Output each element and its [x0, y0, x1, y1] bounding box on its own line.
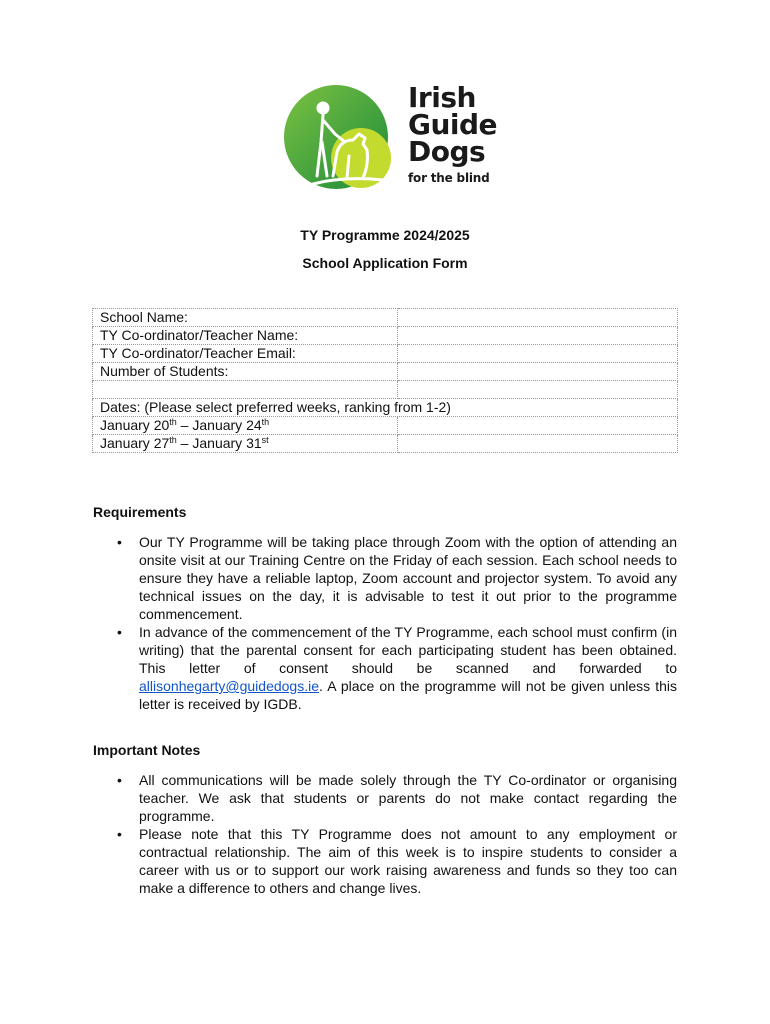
- week-2-start: January 27: [100, 435, 170, 451]
- irish-guide-dogs-logo: [283, 81, 498, 192]
- requirements-heading: Requirements: [93, 504, 187, 520]
- dates-label: Dates: (Please select preferred weeks, ranking from 1-2): [93, 399, 678, 417]
- week-1-separator: –: [176, 417, 193, 433]
- list-item: [93, 825, 677, 897]
- important-notes-heading: Important Notes: [93, 742, 201, 758]
- form-row-coordinator-name: [93, 327, 678, 345]
- form-row-dates-label: [93, 399, 678, 417]
- spacer-cell: [93, 381, 398, 399]
- week-2-start-suffix: th: [169, 435, 177, 445]
- week-1-start: January 20: [100, 417, 170, 433]
- week-1-start-suffix: th: [169, 417, 177, 427]
- note-text-1: All communications will be made solely through the TY Co-ordinator or organising teacher. We ask that students or parents do not make contact regarding the programme.: [139, 772, 677, 824]
- document-title: TY Programme 2024/2025: [300, 227, 470, 243]
- note-text-2: Please note that this TY Programme does not amount to any employment or contractual relationship. The aim of this week is to inspire students to consider a career with us or to support our work raising awareness and funds so they too can make a difference to others and change lives.: [139, 826, 677, 896]
- guide-dog-emblem-icon: [283, 84, 393, 192]
- bullet-icon: •: [117, 624, 122, 640]
- coordinator-name-label: TY Co-ordinator/Teacher Name:: [93, 327, 398, 345]
- coordinator-email-field[interactable]: [398, 345, 678, 363]
- week-1-label: [93, 417, 398, 435]
- requirement-text-2-before: In advance of the commencement of the TY Programme, each school must confirm (in writing) that the parental consent for each participating student has been obtained. This letter of consent should be scanned and forwarded to: [139, 624, 677, 676]
- week-2-end: January 31: [192, 435, 262, 451]
- consent-email-link[interactable]: allisonhegarty@guidedogs.ie: [139, 678, 319, 694]
- number-of-students-field[interactable]: [398, 363, 678, 381]
- form-row-spacer: [93, 381, 678, 399]
- school-name-label: School Name:: [93, 309, 398, 327]
- number-of-students-label: Number of Students:: [93, 363, 398, 381]
- week-2-label: [93, 435, 398, 453]
- requirement-text-2-after: . A place on the programme will not be given unless this letter is received by IGDB.: [139, 678, 677, 712]
- logo-word-irish: Irish: [408, 81, 476, 114]
- coordinator-name-field[interactable]: [398, 327, 678, 345]
- week-2-ranking-field[interactable]: [398, 435, 678, 453]
- bullet-icon: •: [117, 826, 122, 842]
- bullet-icon: •: [117, 534, 122, 550]
- logo-wordmark: [408, 81, 498, 185]
- spacer-field: [398, 381, 678, 399]
- important-notes-list: [93, 771, 677, 897]
- coordinator-email-label: TY Co-ordinator/Teacher Email:: [93, 345, 398, 363]
- week-1-end: January 24: [192, 417, 262, 433]
- requirement-text-1: Our TY Programme will be taking place through Zoom with the option of attending an onsite visit at our Training Centre on the Friday of each session. Each school needs to ensure they have a reliable laptop, Zoom account and projector system. To avoid any technical issues on the day, it is advisable to test it out prior to the programme commencement.: [139, 534, 677, 622]
- form-row-week-1: [93, 417, 678, 435]
- list-item: [93, 771, 677, 825]
- form-row-week-2: [93, 435, 678, 453]
- form-row-coordinator-email: [93, 345, 678, 363]
- school-name-field[interactable]: [398, 309, 678, 327]
- week-2-end-suffix: st: [261, 435, 269, 445]
- week-1-end-suffix: th: [261, 417, 270, 427]
- logo-word-guide: Guide: [408, 108, 498, 141]
- document-subtitle: School Application Form: [302, 255, 468, 271]
- list-item: [93, 533, 677, 623]
- requirements-list: [93, 533, 677, 713]
- week-2-separator: –: [176, 435, 193, 451]
- logo-word-dogs: Dogs: [408, 135, 486, 168]
- week-1-ranking-field[interactable]: [398, 417, 678, 435]
- logo-tagline: for the blind: [408, 171, 490, 185]
- form-row-number-of-students: [93, 363, 678, 381]
- application-form-table: [92, 308, 678, 453]
- bullet-icon: •: [117, 772, 122, 788]
- list-item: [93, 623, 677, 713]
- form-row-school-name: [93, 309, 678, 327]
